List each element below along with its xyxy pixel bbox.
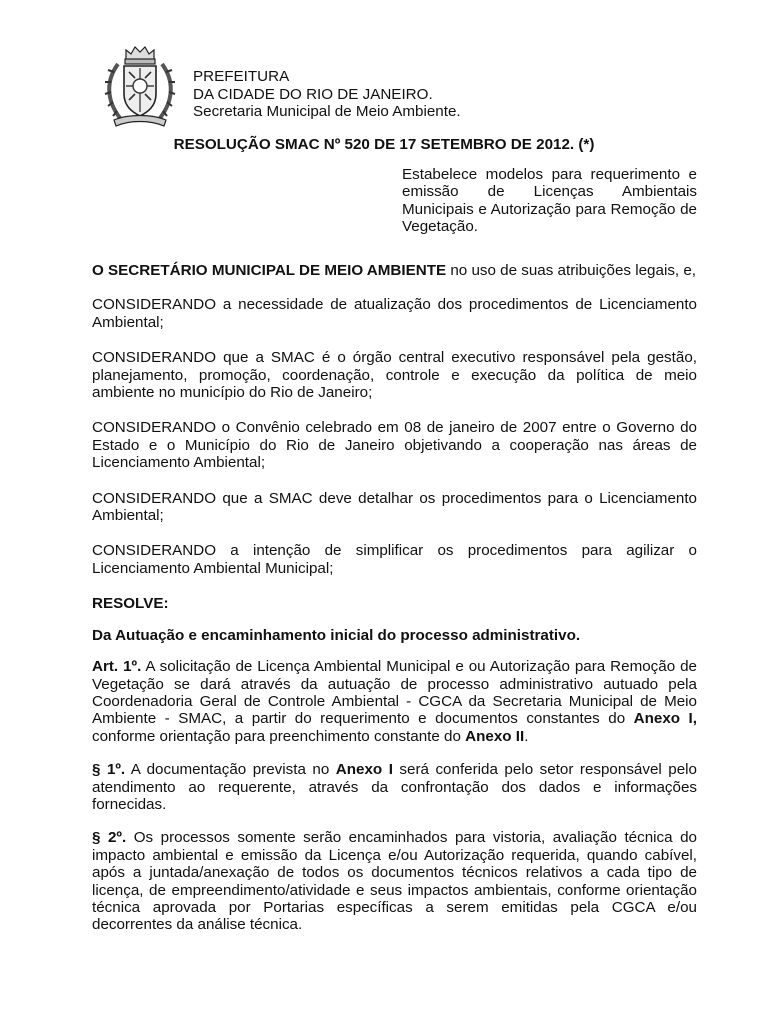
- paragraph-1-text-cont: será conferida pelo setor responsável pelo atendimento ao requerente, através da confrontação dos dados e informações fornecidas.: [92, 761, 697, 813]
- article-1-end: .: [524, 727, 529, 745]
- letterhead-line-2: DA CIDADE DO RIO DE JANEIRO.: [193, 85, 433, 103]
- resolve-heading: RESOLVE:: [92, 595, 169, 613]
- paragraph-1-text: A documentação prevista no: [125, 761, 336, 779]
- article-1-text-cont: conforme orientação para preenchimento constante do: [92, 727, 466, 745]
- article-1: [92, 658, 697, 745]
- anexo-ii-reference: Anexo II: [465, 727, 525, 745]
- ementa-summary: Estabelece modelos para requerimento e emissão de Licenças Ambientais Municipais e Autorização para Remoção de Vegetação.: [402, 166, 697, 236]
- paragraph-2-label: § 2º.: [92, 829, 127, 847]
- anexo-i-reference: Anexo I,: [633, 710, 697, 728]
- considerando-2: CONSIDERANDO que a SMAC é o órgão central executivo responsável pela gestão, planejamento, promoção, coordenação, controle e execução da política de meio ambiente no município do Rio de Janeiro;: [92, 349, 697, 402]
- paragraph-1: [92, 761, 697, 813]
- city-coat-of-arms-logo: [100, 42, 180, 127]
- article-1-text: A solicitação de Licença Ambiental Municipal e ou Autorização para Remoção de Vegetação se dará através da autuação de processo administrativo autuado pela Coordenadoria Geral de Controle Ambiental - CGCA da Secretaria Municipal de Meio Ambiente - SMAC, a partir do requerimento e documentos constantes do: [92, 658, 697, 728]
- paragraph-2: [92, 829, 697, 933]
- considerando-1: CONSIDERANDO a necessidade de atualização dos procedimentos de Licenciamento Ambiental;: [92, 296, 697, 331]
- resolution-title: RESOLUÇÃO SMAC Nº 520 DE 17 SETEMBRO DE 2012. (*): [173, 136, 595, 153]
- section-heading: Da Autuação e encaminhamento inicial do processo administrativo.: [92, 626, 581, 644]
- letterhead: [193, 68, 461, 121]
- paragraph-2-text: Os processos somente serão encaminhados para vistoria, avaliação técnica do impacto ambiental e emissão da Licença e/ou Autorização requerida, quando cabível, após a juntada/anexação de todos os documentos técnicos relativos a cada tipo de licença, de empreendimento/atividade e seus impactos ambientais, conforme orientação técnica aprovada por Portarias específicas a serem emitidas pela CGCA e/ou decorrentes da análise técnica.: [92, 829, 697, 934]
- considerando-4: CONSIDERANDO que a SMAC deve detalhar os procedimentos para o Licenciamento Ambiental;: [92, 489, 697, 525]
- considerando-3: CONSIDERANDO o Convênio celebrado em 08 de janeiro de 2007 entre o Governo do Estado e o Município do Rio de Janeiro objetivando a cooperação nas áreas de Licenciamento Ambiental;: [92, 419, 697, 472]
- preamble-author: O SECRETÁRIO MUNICIPAL DE MEIO AMBIENTE: [92, 262, 447, 279]
- document-body: [92, 262, 697, 934]
- paragraph-1-label: § 1º.: [92, 761, 126, 779]
- preamble: [92, 262, 697, 279]
- considerando-5: CONSIDERANDO a intenção de simplificar os procedimentos para agilizar o Licenciamento Ambiental Municipal;: [92, 542, 697, 577]
- preamble-text: no uso de suas atribuições legais, e,: [446, 262, 697, 279]
- paragraph-1-anexo-reference: Anexo I: [335, 761, 393, 779]
- article-1-label: Art. 1º.: [92, 658, 142, 676]
- letterhead-line-3: Secretaria Municipal de Meio Ambiente.: [193, 103, 461, 120]
- letterhead-line-1: PREFEITURA: [193, 68, 290, 85]
